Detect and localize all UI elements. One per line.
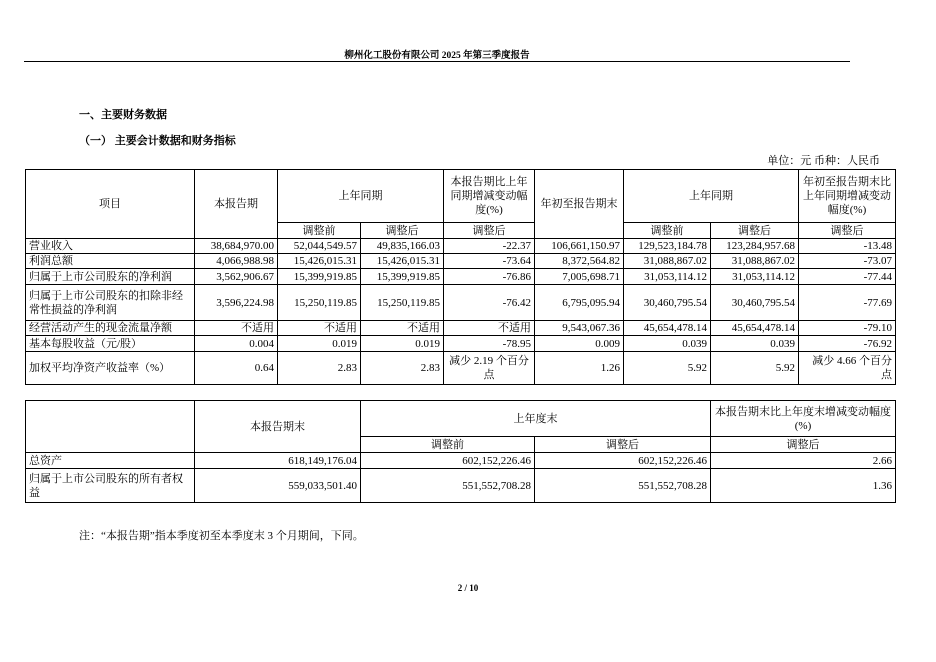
cell-value: 551,552,708.28 [535,469,711,503]
cell-value: -78.95 [444,336,535,352]
subheader-before: 调整前 [361,437,535,453]
table-row [26,352,896,385]
blank-header-cell [26,401,195,453]
subheader-after: 调整后 [444,223,535,239]
footnote: 注：“本报告期”指本季度初至本季度末 3 个月期间，下同。 [79,530,364,542]
cell-value: 2.83 [278,352,361,385]
row-label: 归属于上市公司股东的所有者权益 [26,469,195,503]
cell-value: 0.004 [195,336,278,352]
col-header-prior-year-end: 上年度末 [361,401,711,437]
cell-value: 123,284,957.68 [711,239,799,254]
col-header-item: 项目 [26,170,195,239]
cell-value: -76.42 [444,285,535,321]
table-row [26,453,896,469]
cell-value: -73.07 [799,254,896,269]
cell-value: 31,088,867.02 [711,254,799,269]
cell-value: 7,005,698.71 [535,269,624,285]
cell-value: 3,562,906.67 [195,269,278,285]
table-row [26,285,896,321]
cell-value: 602,152,226.46 [361,453,535,469]
table-row [26,321,896,336]
unit-label: 单位：元 币种：人民币 [767,155,880,167]
col-header-period-end: 本报告期末 [195,401,361,453]
table-row [26,269,896,285]
subheader-after: 调整后 [361,223,444,239]
row-label: 归属于上市公司股东的净利润 [26,269,195,285]
col-header-ytd-change: 年初至报告期末比上年同期增减变动幅度(%) [799,170,896,223]
cell-value: -13.48 [799,239,896,254]
row-label: 归属于上市公司股东的扣除非经常性损益的净利润 [26,285,195,321]
cell-value: 减少 4.66 个百分点 [799,352,896,385]
cell-value: 30,460,795.54 [624,285,711,321]
table-row [26,254,896,269]
cell-value: 31,053,114.12 [711,269,799,285]
cell-value: 1.36 [711,469,896,503]
subheader-before: 调整前 [278,223,361,239]
cell-value: 15,426,015.31 [278,254,361,269]
cell-value: 减少 2.19 个百分点 [444,352,535,385]
cell-value: 2.66 [711,453,896,469]
subheader-before: 调整前 [624,223,711,239]
cell-value: 0.039 [711,336,799,352]
cell-value: 0.019 [278,336,361,352]
table-row [26,239,896,254]
cell-value: 0.64 [195,352,278,385]
cell-value: 45,654,478.14 [624,321,711,336]
cell-value: 不适用 [444,321,535,336]
cell-value: 31,088,867.02 [624,254,711,269]
col-header-ytd: 年初至报告期末 [535,170,624,239]
cell-value: 52,044,549.57 [278,239,361,254]
cell-value: -79.10 [799,321,896,336]
cell-value: 6,795,095.94 [535,285,624,321]
cell-value: 0.019 [361,336,444,352]
section-title: 一、主要财务数据 [79,109,167,121]
cell-value: -22.37 [444,239,535,254]
cell-value: 31,053,114.12 [624,269,711,285]
cell-value: -76.86 [444,269,535,285]
page-number: 2 / 10 [457,583,479,593]
cell-value: -77.69 [799,285,896,321]
col-header-change: 本报告期末比上年度末增减变动幅度(%) [711,401,896,437]
cell-value: 不适用 [195,321,278,336]
cell-value: 559,033,501.40 [195,469,361,503]
cell-value: 15,399,919.85 [361,269,444,285]
row-label: 加权平均净资产收益率（%） [26,352,195,385]
subheader-after: 调整后 [535,437,711,453]
cell-value: 不适用 [278,321,361,336]
subheader-after: 调整后 [799,223,896,239]
col-header-prior: 上年同期 [278,170,444,223]
col-header-current: 本报告期 [195,170,278,239]
cell-value: -73.64 [444,254,535,269]
cell-value: 2.83 [361,352,444,385]
table-row [26,336,896,352]
subheader-after: 调整后 [711,223,799,239]
cell-value: 3,596,224.98 [195,285,278,321]
table-row [26,469,896,503]
cell-value: 49,835,166.03 [361,239,444,254]
cell-value: 1.26 [535,352,624,385]
cell-value: 551,552,708.28 [361,469,535,503]
cell-value: 15,399,919.85 [278,269,361,285]
col-header-prior-ytd: 上年同期 [624,170,799,223]
cell-value: 38,684,970.00 [195,239,278,254]
cell-value: 9,543,067.36 [535,321,624,336]
cell-value: 618,149,176.04 [195,453,361,469]
row-label: 总资产 [26,453,195,469]
cell-value: 106,661,150.97 [535,239,624,254]
cell-value: 5.92 [624,352,711,385]
row-label: 基本每股收益（元/股） [26,336,195,352]
header-divider [24,61,850,62]
cell-value: 129,523,184.78 [624,239,711,254]
report-header: 柳州化工股份有限公司 2025 年第三季度报告 [344,51,530,61]
cell-value: 45,654,478.14 [711,321,799,336]
subsection-title: （一） 主要会计数据和财务指标 [79,135,236,147]
cell-value: 0.009 [535,336,624,352]
cell-value: 8,372,564.82 [535,254,624,269]
cell-value: 5.92 [711,352,799,385]
row-label: 营业收入 [26,239,195,254]
cell-value: 15,426,015.31 [361,254,444,269]
cell-value: 602,152,226.46 [535,453,711,469]
cell-value: -77.44 [799,269,896,285]
row-label: 利润总额 [26,254,195,269]
row-label: 经营活动产生的现金流量净额 [26,321,195,336]
cell-value: 30,460,795.54 [711,285,799,321]
balance-table [25,400,896,503]
subheader-after: 调整后 [711,437,896,453]
financial-data-table [25,169,896,385]
cell-value: 0.039 [624,336,711,352]
cell-value: 15,250,119.85 [278,285,361,321]
col-header-change: 本报告期比上年同期增减变动幅度(%) [444,170,535,223]
cell-value: 4,066,988.98 [195,254,278,269]
cell-value: 15,250,119.85 [361,285,444,321]
cell-value: -76.92 [799,336,896,352]
cell-value: 不适用 [361,321,444,336]
